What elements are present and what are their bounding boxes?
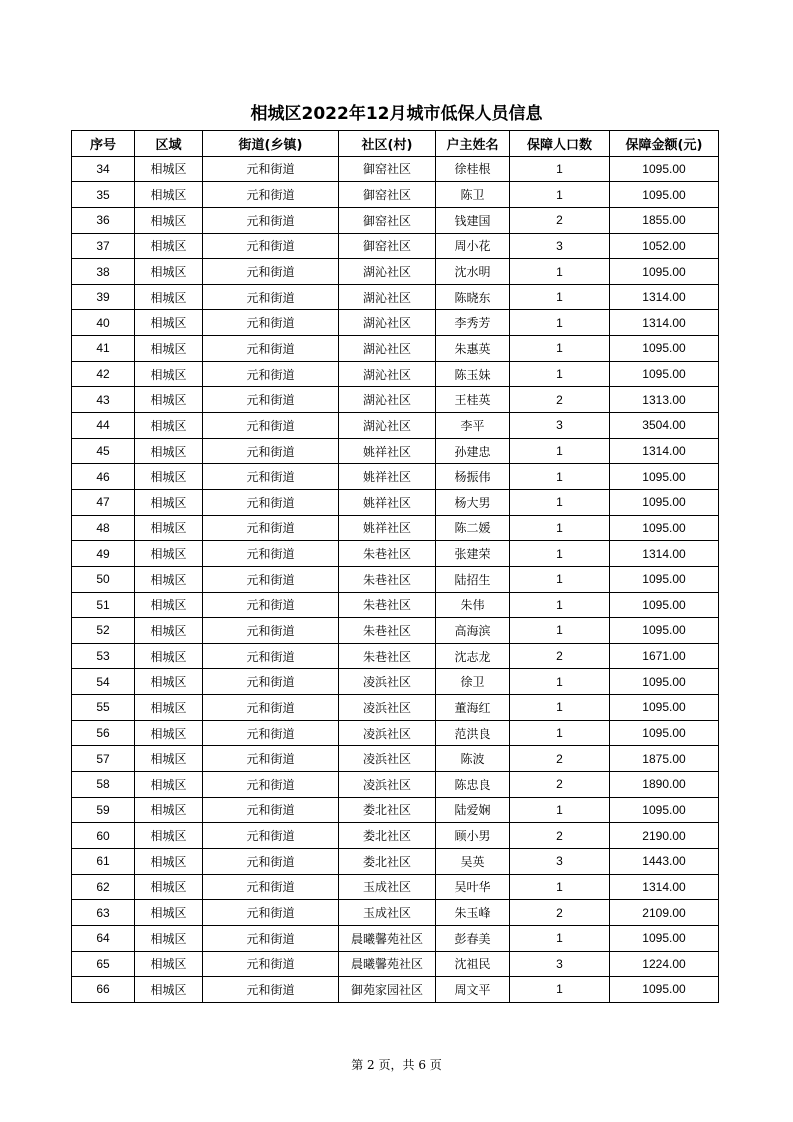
cell-householder: 顾小男	[436, 823, 510, 849]
cell-amount: 1875.00	[610, 746, 719, 772]
cell-index: 62	[72, 874, 135, 900]
cell-index: 35	[72, 182, 135, 208]
table-row	[72, 925, 719, 951]
cell-community: 朱巷社区	[339, 618, 436, 644]
cell-district: 相城区	[135, 156, 203, 182]
table-body	[72, 156, 719, 1002]
cell-householder: 陆爱娴	[436, 797, 510, 823]
cell-street: 元和街道	[203, 618, 339, 644]
cell-householder: 朱惠英	[436, 336, 510, 362]
table-row	[72, 695, 719, 721]
cell-householder: 陆招生	[436, 566, 510, 592]
cell-street: 元和街道	[203, 823, 339, 849]
cell-householder: 张建荣	[436, 541, 510, 567]
cell-street: 元和街道	[203, 797, 339, 823]
cell-street: 元和街道	[203, 900, 339, 926]
cell-population: 1	[510, 361, 610, 387]
cell-index: 42	[72, 361, 135, 387]
header-amount: 保障金额(元)	[610, 131, 719, 157]
cell-street: 元和街道	[203, 695, 339, 721]
cell-community: 娄北社区	[339, 848, 436, 874]
cell-householder: 沈志龙	[436, 643, 510, 669]
cell-district: 相城区	[135, 951, 203, 977]
cell-population: 3	[510, 951, 610, 977]
cell-index: 41	[72, 336, 135, 362]
cell-district: 相城区	[135, 643, 203, 669]
cell-community: 御窑社区	[339, 233, 436, 259]
header-row	[72, 131, 719, 157]
cell-amount: 1095.00	[610, 489, 719, 515]
cell-district: 相城区	[135, 977, 203, 1003]
cell-district: 相城区	[135, 797, 203, 823]
cell-householder: 董海红	[436, 695, 510, 721]
cell-community: 湖沁社区	[339, 284, 436, 310]
table-row	[72, 669, 719, 695]
table-row	[72, 823, 719, 849]
cell-amount: 1314.00	[610, 284, 719, 310]
cell-district: 相城区	[135, 874, 203, 900]
cell-street: 元和街道	[203, 259, 339, 285]
cell-population: 1	[510, 438, 610, 464]
table-row	[72, 259, 719, 285]
cell-community: 御苑家园社区	[339, 977, 436, 1003]
cell-district: 相城区	[135, 464, 203, 490]
cell-district: 相城区	[135, 772, 203, 798]
cell-population: 1	[510, 925, 610, 951]
cell-population: 2	[510, 823, 610, 849]
cell-amount: 1095.00	[610, 464, 719, 490]
cell-amount: 1095.00	[610, 720, 719, 746]
cell-community: 朱巷社区	[339, 643, 436, 669]
cell-index: 47	[72, 489, 135, 515]
cell-community: 凌浜社区	[339, 772, 436, 798]
header-index: 序号	[72, 131, 135, 157]
table-row	[72, 541, 719, 567]
header-street: 街道(乡镇)	[203, 131, 339, 157]
cell-street: 元和街道	[203, 977, 339, 1003]
cell-index: 54	[72, 669, 135, 695]
cell-householder: 陈二媛	[436, 515, 510, 541]
cell-district: 相城区	[135, 720, 203, 746]
cell-street: 元和街道	[203, 720, 339, 746]
cell-index: 40	[72, 310, 135, 336]
table-row	[72, 413, 719, 439]
cell-population: 1	[510, 515, 610, 541]
cell-community: 姚祥社区	[339, 464, 436, 490]
cell-street: 元和街道	[203, 413, 339, 439]
cell-population: 3	[510, 413, 610, 439]
cell-street: 元和街道	[203, 874, 339, 900]
cell-amount: 1313.00	[610, 387, 719, 413]
cell-amount: 1095.00	[610, 515, 719, 541]
cell-population: 2	[510, 772, 610, 798]
cell-population: 1	[510, 541, 610, 567]
cell-street: 元和街道	[203, 515, 339, 541]
cell-community: 凌浜社区	[339, 746, 436, 772]
cell-index: 44	[72, 413, 135, 439]
table-row	[72, 489, 719, 515]
cell-index: 59	[72, 797, 135, 823]
cell-district: 相城区	[135, 259, 203, 285]
cell-population: 1	[510, 797, 610, 823]
cell-amount: 1095.00	[610, 797, 719, 823]
cell-index: 49	[72, 541, 135, 567]
cell-amount: 1314.00	[610, 310, 719, 336]
table-row	[72, 592, 719, 618]
cell-street: 元和街道	[203, 310, 339, 336]
cell-street: 元和街道	[203, 669, 339, 695]
cell-index: 45	[72, 438, 135, 464]
cell-district: 相城区	[135, 925, 203, 951]
cell-index: 37	[72, 233, 135, 259]
cell-population: 3	[510, 848, 610, 874]
page-footer: 第 2 页，共 6 页	[351, 1058, 442, 1072]
cell-population: 1	[510, 592, 610, 618]
cell-street: 元和街道	[203, 566, 339, 592]
cell-householder: 吴英	[436, 848, 510, 874]
page-title: 相城区2022年12月城市低保人员信息	[250, 104, 543, 124]
cell-amount: 1095.00	[610, 669, 719, 695]
table-row	[72, 797, 719, 823]
cell-street: 元和街道	[203, 156, 339, 182]
cell-index: 48	[72, 515, 135, 541]
cell-community: 凌浜社区	[339, 695, 436, 721]
cell-community: 娄北社区	[339, 823, 436, 849]
header-population: 保障人口数	[510, 131, 610, 157]
table-row	[72, 207, 719, 233]
cell-index: 53	[72, 643, 135, 669]
table-row	[72, 746, 719, 772]
cell-householder: 高海滨	[436, 618, 510, 644]
table-row	[72, 361, 719, 387]
cell-householder: 朱伟	[436, 592, 510, 618]
cell-householder: 沈祖民	[436, 951, 510, 977]
cell-amount: 1890.00	[610, 772, 719, 798]
cell-district: 相城区	[135, 361, 203, 387]
cell-community: 御窑社区	[339, 207, 436, 233]
table-row	[72, 772, 719, 798]
table-row	[72, 233, 719, 259]
cell-district: 相城区	[135, 336, 203, 362]
cell-community: 御窑社区	[339, 156, 436, 182]
cell-amount: 1095.00	[610, 977, 719, 1003]
cell-population: 2	[510, 387, 610, 413]
cell-population: 1	[510, 489, 610, 515]
cell-street: 元和街道	[203, 361, 339, 387]
cell-community: 御窑社区	[339, 182, 436, 208]
cell-amount: 1671.00	[610, 643, 719, 669]
cell-community: 凌浜社区	[339, 669, 436, 695]
cell-community: 姚祥社区	[339, 515, 436, 541]
cell-index: 51	[72, 592, 135, 618]
table-row	[72, 874, 719, 900]
cell-amount: 2109.00	[610, 900, 719, 926]
cell-householder: 李秀芳	[436, 310, 510, 336]
cell-district: 相城区	[135, 233, 203, 259]
cell-householder: 陈忠良	[436, 772, 510, 798]
header-householder: 户主姓名	[436, 131, 510, 157]
cell-community: 朱巷社区	[339, 541, 436, 567]
cell-householder: 周文平	[436, 977, 510, 1003]
cell-householder: 杨大男	[436, 489, 510, 515]
cell-householder: 杨振伟	[436, 464, 510, 490]
header-community: 社区(村)	[339, 131, 436, 157]
cell-street: 元和街道	[203, 182, 339, 208]
cell-district: 相城区	[135, 566, 203, 592]
cell-population: 1	[510, 669, 610, 695]
cell-householder: 李平	[436, 413, 510, 439]
cell-householder: 吴叶华	[436, 874, 510, 900]
cell-householder: 彭春美	[436, 925, 510, 951]
cell-index: 60	[72, 823, 135, 849]
cell-population: 1	[510, 566, 610, 592]
cell-district: 相城区	[135, 310, 203, 336]
table-row	[72, 977, 719, 1003]
cell-street: 元和街道	[203, 592, 339, 618]
cell-householder: 王桂英	[436, 387, 510, 413]
cell-amount: 1052.00	[610, 233, 719, 259]
cell-population: 1	[510, 618, 610, 644]
cell-householder: 陈波	[436, 746, 510, 772]
cell-index: 36	[72, 207, 135, 233]
cell-district: 相城区	[135, 900, 203, 926]
table-row	[72, 182, 719, 208]
table-row	[72, 643, 719, 669]
cell-street: 元和街道	[203, 746, 339, 772]
cell-index: 56	[72, 720, 135, 746]
cell-district: 相城区	[135, 489, 203, 515]
cell-community: 晨曦馨苑社区	[339, 925, 436, 951]
cell-community: 玉成社区	[339, 900, 436, 926]
header-district: 区域	[135, 131, 203, 157]
cell-district: 相城区	[135, 182, 203, 208]
cell-street: 元和街道	[203, 951, 339, 977]
cell-population: 2	[510, 900, 610, 926]
cell-district: 相城区	[135, 387, 203, 413]
cell-amount: 1095.00	[610, 695, 719, 721]
cell-index: 64	[72, 925, 135, 951]
cell-amount: 1855.00	[610, 207, 719, 233]
cell-population: 3	[510, 233, 610, 259]
cell-amount: 1095.00	[610, 592, 719, 618]
cell-street: 元和街道	[203, 387, 339, 413]
cell-community: 湖沁社区	[339, 259, 436, 285]
cell-index: 46	[72, 464, 135, 490]
cell-index: 52	[72, 618, 135, 644]
cell-street: 元和街道	[203, 207, 339, 233]
cell-population: 1	[510, 695, 610, 721]
cell-amount: 1095.00	[610, 361, 719, 387]
table-row	[72, 618, 719, 644]
cell-index: 66	[72, 977, 135, 1003]
cell-index: 50	[72, 566, 135, 592]
table-row	[72, 464, 719, 490]
cell-community: 朱巷社区	[339, 592, 436, 618]
table-row	[72, 566, 719, 592]
cell-community: 朱巷社区	[339, 566, 436, 592]
cell-population: 2	[510, 746, 610, 772]
cell-community: 湖沁社区	[339, 310, 436, 336]
cell-householder: 钱建国	[436, 207, 510, 233]
cell-amount: 1095.00	[610, 259, 719, 285]
cell-population: 1	[510, 310, 610, 336]
cell-index: 58	[72, 772, 135, 798]
cell-district: 相城区	[135, 592, 203, 618]
cell-householder: 沈水明	[436, 259, 510, 285]
data-table	[71, 130, 719, 1003]
cell-index: 61	[72, 848, 135, 874]
table-row	[72, 387, 719, 413]
cell-district: 相城区	[135, 541, 203, 567]
cell-street: 元和街道	[203, 925, 339, 951]
cell-population: 1	[510, 259, 610, 285]
cell-amount: 3504.00	[610, 413, 719, 439]
cell-street: 元和街道	[203, 284, 339, 310]
cell-index: 55	[72, 695, 135, 721]
cell-street: 元和街道	[203, 438, 339, 464]
cell-population: 2	[510, 207, 610, 233]
cell-district: 相城区	[135, 618, 203, 644]
cell-amount: 1095.00	[610, 336, 719, 362]
table-row	[72, 900, 719, 926]
cell-householder: 陈卫	[436, 182, 510, 208]
cell-amount: 1314.00	[610, 874, 719, 900]
cell-district: 相城区	[135, 746, 203, 772]
table-header	[72, 131, 719, 157]
table-row	[72, 951, 719, 977]
table-row	[72, 848, 719, 874]
cell-district: 相城区	[135, 438, 203, 464]
cell-amount: 1443.00	[610, 848, 719, 874]
cell-street: 元和街道	[203, 233, 339, 259]
cell-street: 元和街道	[203, 489, 339, 515]
cell-district: 相城区	[135, 284, 203, 310]
cell-amount: 1095.00	[610, 618, 719, 644]
cell-district: 相城区	[135, 695, 203, 721]
table-row	[72, 284, 719, 310]
cell-index: 57	[72, 746, 135, 772]
cell-district: 相城区	[135, 413, 203, 439]
cell-community: 湖沁社区	[339, 361, 436, 387]
cell-index: 65	[72, 951, 135, 977]
cell-amount: 2190.00	[610, 823, 719, 849]
cell-street: 元和街道	[203, 772, 339, 798]
cell-index: 63	[72, 900, 135, 926]
cell-householder: 陈玉妹	[436, 361, 510, 387]
cell-householder: 孙建忠	[436, 438, 510, 464]
cell-street: 元和街道	[203, 336, 339, 362]
table-row	[72, 156, 719, 182]
cell-district: 相城区	[135, 669, 203, 695]
cell-householder: 徐卫	[436, 669, 510, 695]
cell-householder: 徐桂根	[436, 156, 510, 182]
cell-community: 玉成社区	[339, 874, 436, 900]
cell-community: 晨曦馨苑社区	[339, 951, 436, 977]
cell-street: 元和街道	[203, 464, 339, 490]
table-row	[72, 515, 719, 541]
cell-population: 1	[510, 464, 610, 490]
cell-population: 1	[510, 874, 610, 900]
table-row	[72, 336, 719, 362]
cell-amount: 1095.00	[610, 566, 719, 592]
cell-amount: 1314.00	[610, 438, 719, 464]
cell-index: 39	[72, 284, 135, 310]
cell-street: 元和街道	[203, 643, 339, 669]
cell-householder: 朱玉峰	[436, 900, 510, 926]
cell-amount: 1314.00	[610, 541, 719, 567]
cell-amount: 1095.00	[610, 182, 719, 208]
cell-population: 1	[510, 182, 610, 208]
cell-district: 相城区	[135, 848, 203, 874]
cell-householder: 周小花	[436, 233, 510, 259]
cell-community: 娄北社区	[339, 797, 436, 823]
cell-index: 34	[72, 156, 135, 182]
cell-amount: 1095.00	[610, 156, 719, 182]
cell-community: 姚祥社区	[339, 489, 436, 515]
cell-street: 元和街道	[203, 848, 339, 874]
cell-district: 相城区	[135, 823, 203, 849]
cell-street: 元和街道	[203, 541, 339, 567]
cell-householder: 范洪良	[436, 720, 510, 746]
cell-community: 凌浜社区	[339, 720, 436, 746]
cell-population: 1	[510, 720, 610, 746]
cell-population: 1	[510, 977, 610, 1003]
cell-community: 姚祥社区	[339, 438, 436, 464]
cell-population: 1	[510, 156, 610, 182]
cell-householder: 陈晓东	[436, 284, 510, 310]
cell-community: 湖沁社区	[339, 387, 436, 413]
cell-amount: 1224.00	[610, 951, 719, 977]
table-row	[72, 720, 719, 746]
cell-amount: 1095.00	[610, 925, 719, 951]
table-row	[72, 310, 719, 336]
cell-population: 1	[510, 284, 610, 310]
cell-population: 2	[510, 643, 610, 669]
cell-community: 湖沁社区	[339, 336, 436, 362]
cell-community: 湖沁社区	[339, 413, 436, 439]
cell-district: 相城区	[135, 207, 203, 233]
cell-population: 1	[510, 336, 610, 362]
cell-index: 43	[72, 387, 135, 413]
cell-district: 相城区	[135, 515, 203, 541]
cell-index: 38	[72, 259, 135, 285]
table-row	[72, 438, 719, 464]
